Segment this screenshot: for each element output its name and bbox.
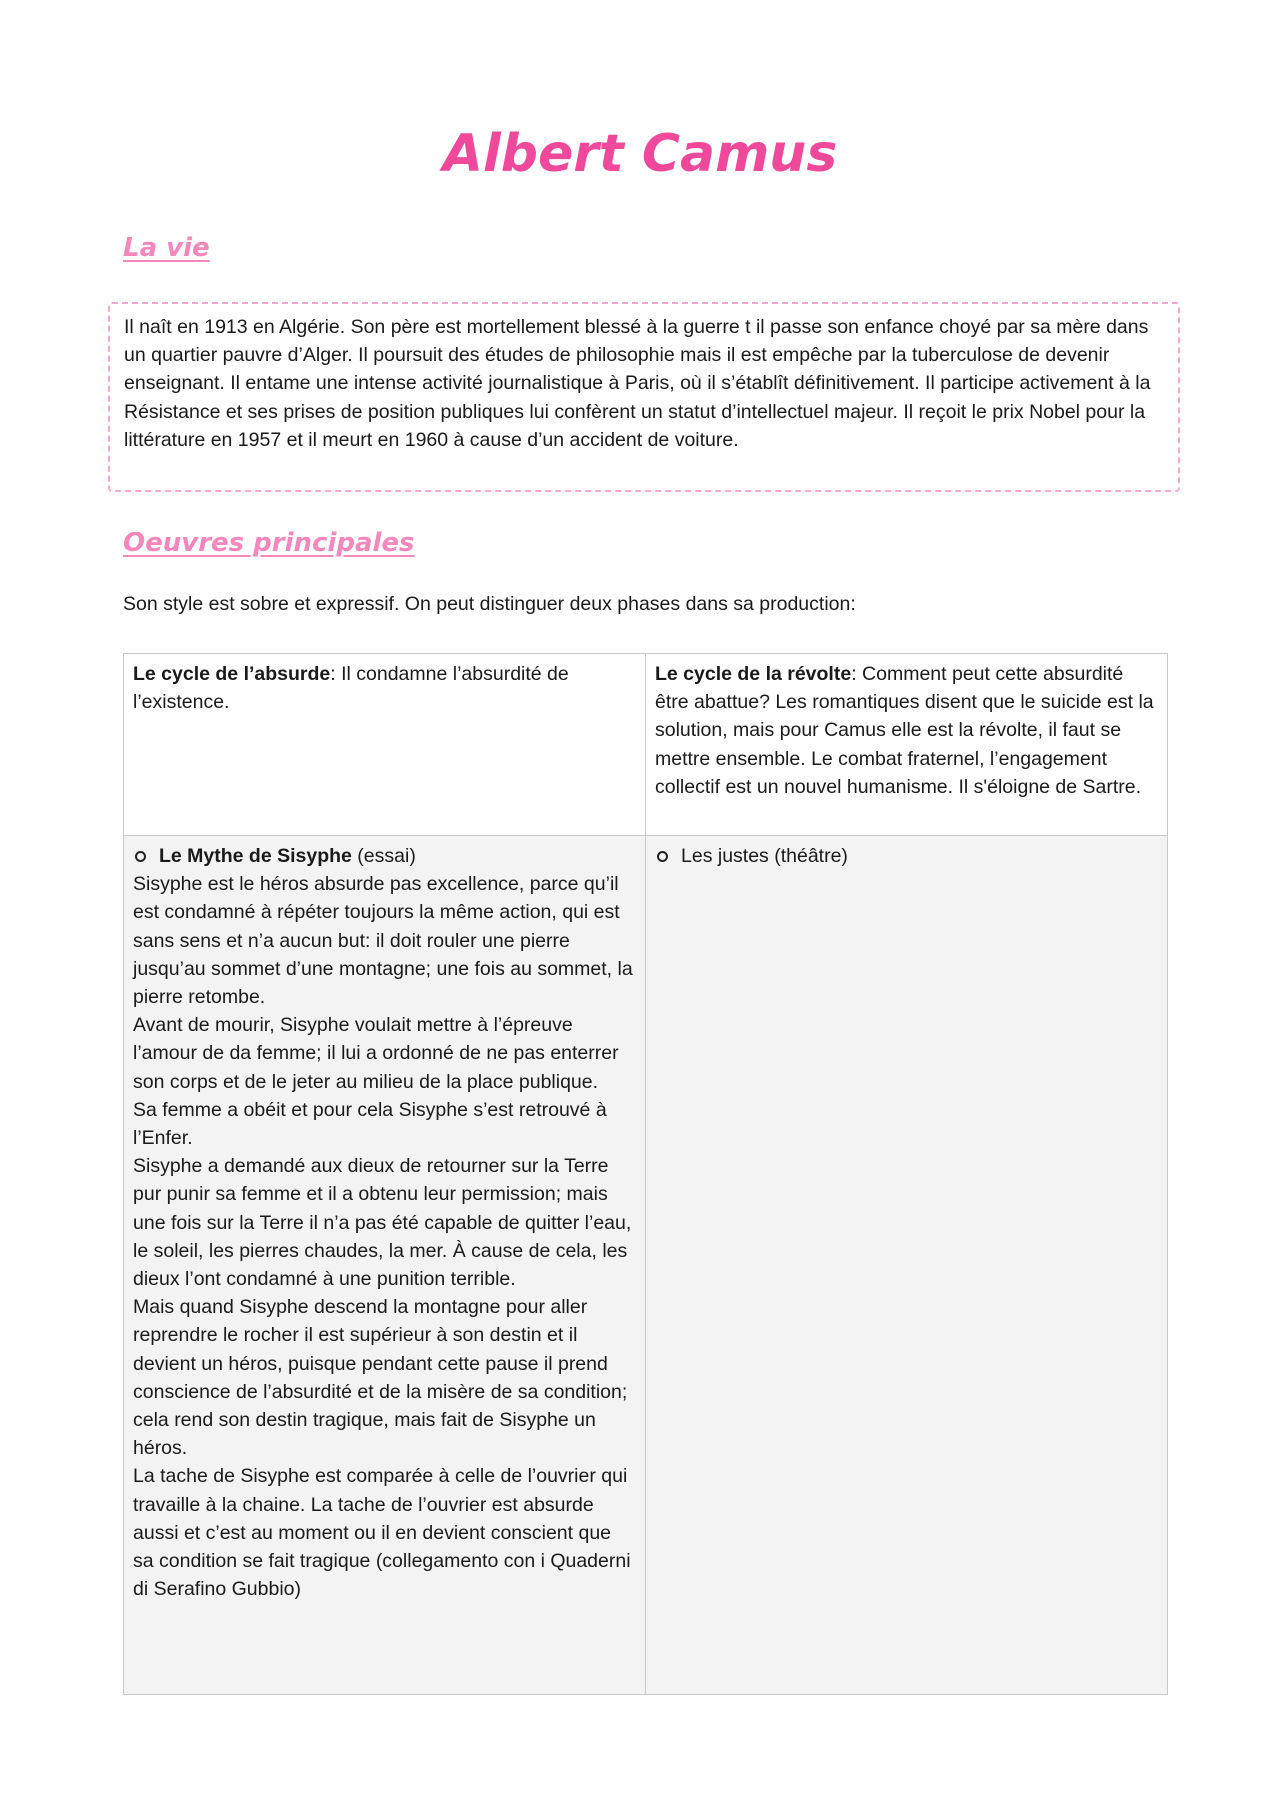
biography-text: Il naît en 1913 en Algérie. Son père est mortellement blessé à la guerre t il passe son enfance choyé par sa mère dans un quartier pauvre d’Alger. Il poursuit des études de philosophie mais il est empêche par la tuberculose de devenir enseignant. Il entame une intense activité journalistique à Paris, où il s’établît définitivement. Il participe activement à la Résistance et ses prises de position publiques lui confèrent un statut d’intellectuel majeur. Il reçoit le prix Nobel pour la littérature en 1957 et il meurt en 1960 à cause d’un accident de voiture. [124,316,1151,451]
cell-les-justes [646,836,1168,1695]
bullet-circle-icon [657,851,668,862]
sisyphe-paragraph: Mais quand Sisyphe descend la montagne pour aller reprendre le rocher il est supérieur à son destin et il devient un héros, puisque pendant cette pause il prend conscience de l’absurdité et de la misère de sa condition; cela rend son destin tragique, mais fait de Sisyphe un héros. [133,1296,628,1460]
table-row [124,654,1168,836]
cell-revolt-cycle [646,654,1168,836]
cell-sisyphe [124,836,646,1695]
works-table [123,653,1168,1695]
revolt-cycle-label: Le cycle de la révolte [655,663,852,685]
sisyphe-paragraph: Avant de mourir, Sisyphe voulait mettre à l’épreuve l’amour de da femme; il lui a ordonné de ne pas enterrer son corps et de le jeter au milieu de la place publique. [133,1014,619,1093]
list-item [655,842,1159,870]
sisyphe-paragraph: Sisyphe a demandé aux dieux de retourner sur la Terre pur punir sa femme et il a obtenu leur permission; mais une fois sur la Terre il n’a pas été capable de quitter l’eau, le soleil, les pierres chaudes, la mer. À cause de cela, les dieux l’ont condamné à une punition terrible. [133,1155,632,1291]
list-item [133,842,637,870]
cell-absurd-cycle [124,654,646,836]
absurd-cycle-description: : Il condamne l’absurdité de l’existence. [133,663,569,714]
sisyphe-paragraph: Sisyphe est le héros absurde pas excellence, parce qu’il est condamné à répéter toujours la même action, qui est sans sens et n’a aucun but: il doit rouler une pierre jusqu’au sommet d’une montagne; une fois au sommet, la pierre retombe. [133,873,633,1009]
page-title: Albert Camus [442,124,838,184]
absurd-cycle-label: Le cycle de l’absurde [133,663,331,685]
sisyphe-paragraph: Sa femme a obéit et pour cela Sisyphe s’est retrouvé à l’Enfer. [133,1098,607,1150]
revolt-cycle-description: : Comment peut cette absurdité être abattue? Les romantiques disent que le suicide est la solution, mais pour Camus elle est la révolte, il faut se mettre ensemble. Le combat fraternel, l’engagement collectif est un nouvel humanisme. Il s'éloigne de Sartre. [655,663,1154,798]
work-title-sisyphe: Le Mythe de Sisyphe [159,845,352,867]
work-genre-sisyphe: (essai) [351,845,416,867]
heading-la-vie: La vie [123,233,210,263]
works-intro: Son style est sobre et expressif. On peut distinguer deux phases dans sa production: [123,593,856,615]
biography-box [108,302,1180,492]
table-row [124,836,1168,1695]
heading-oeuvres: Oeuvres principales [123,528,415,558]
work-les-justes: Les justes (théâtre) [681,845,848,867]
bullet-circle-icon [135,851,146,862]
sisyphe-paragraph: La tache de Sisyphe est comparée à celle de l’ouvrier qui travaille à la chaine. La tache de l’ouvrier est absurde aussi et c’est au moment ou il en devient conscient que sa condition se fait tragique (collegamento con i Quaderni di Serafino Gubbio) [133,1465,631,1601]
